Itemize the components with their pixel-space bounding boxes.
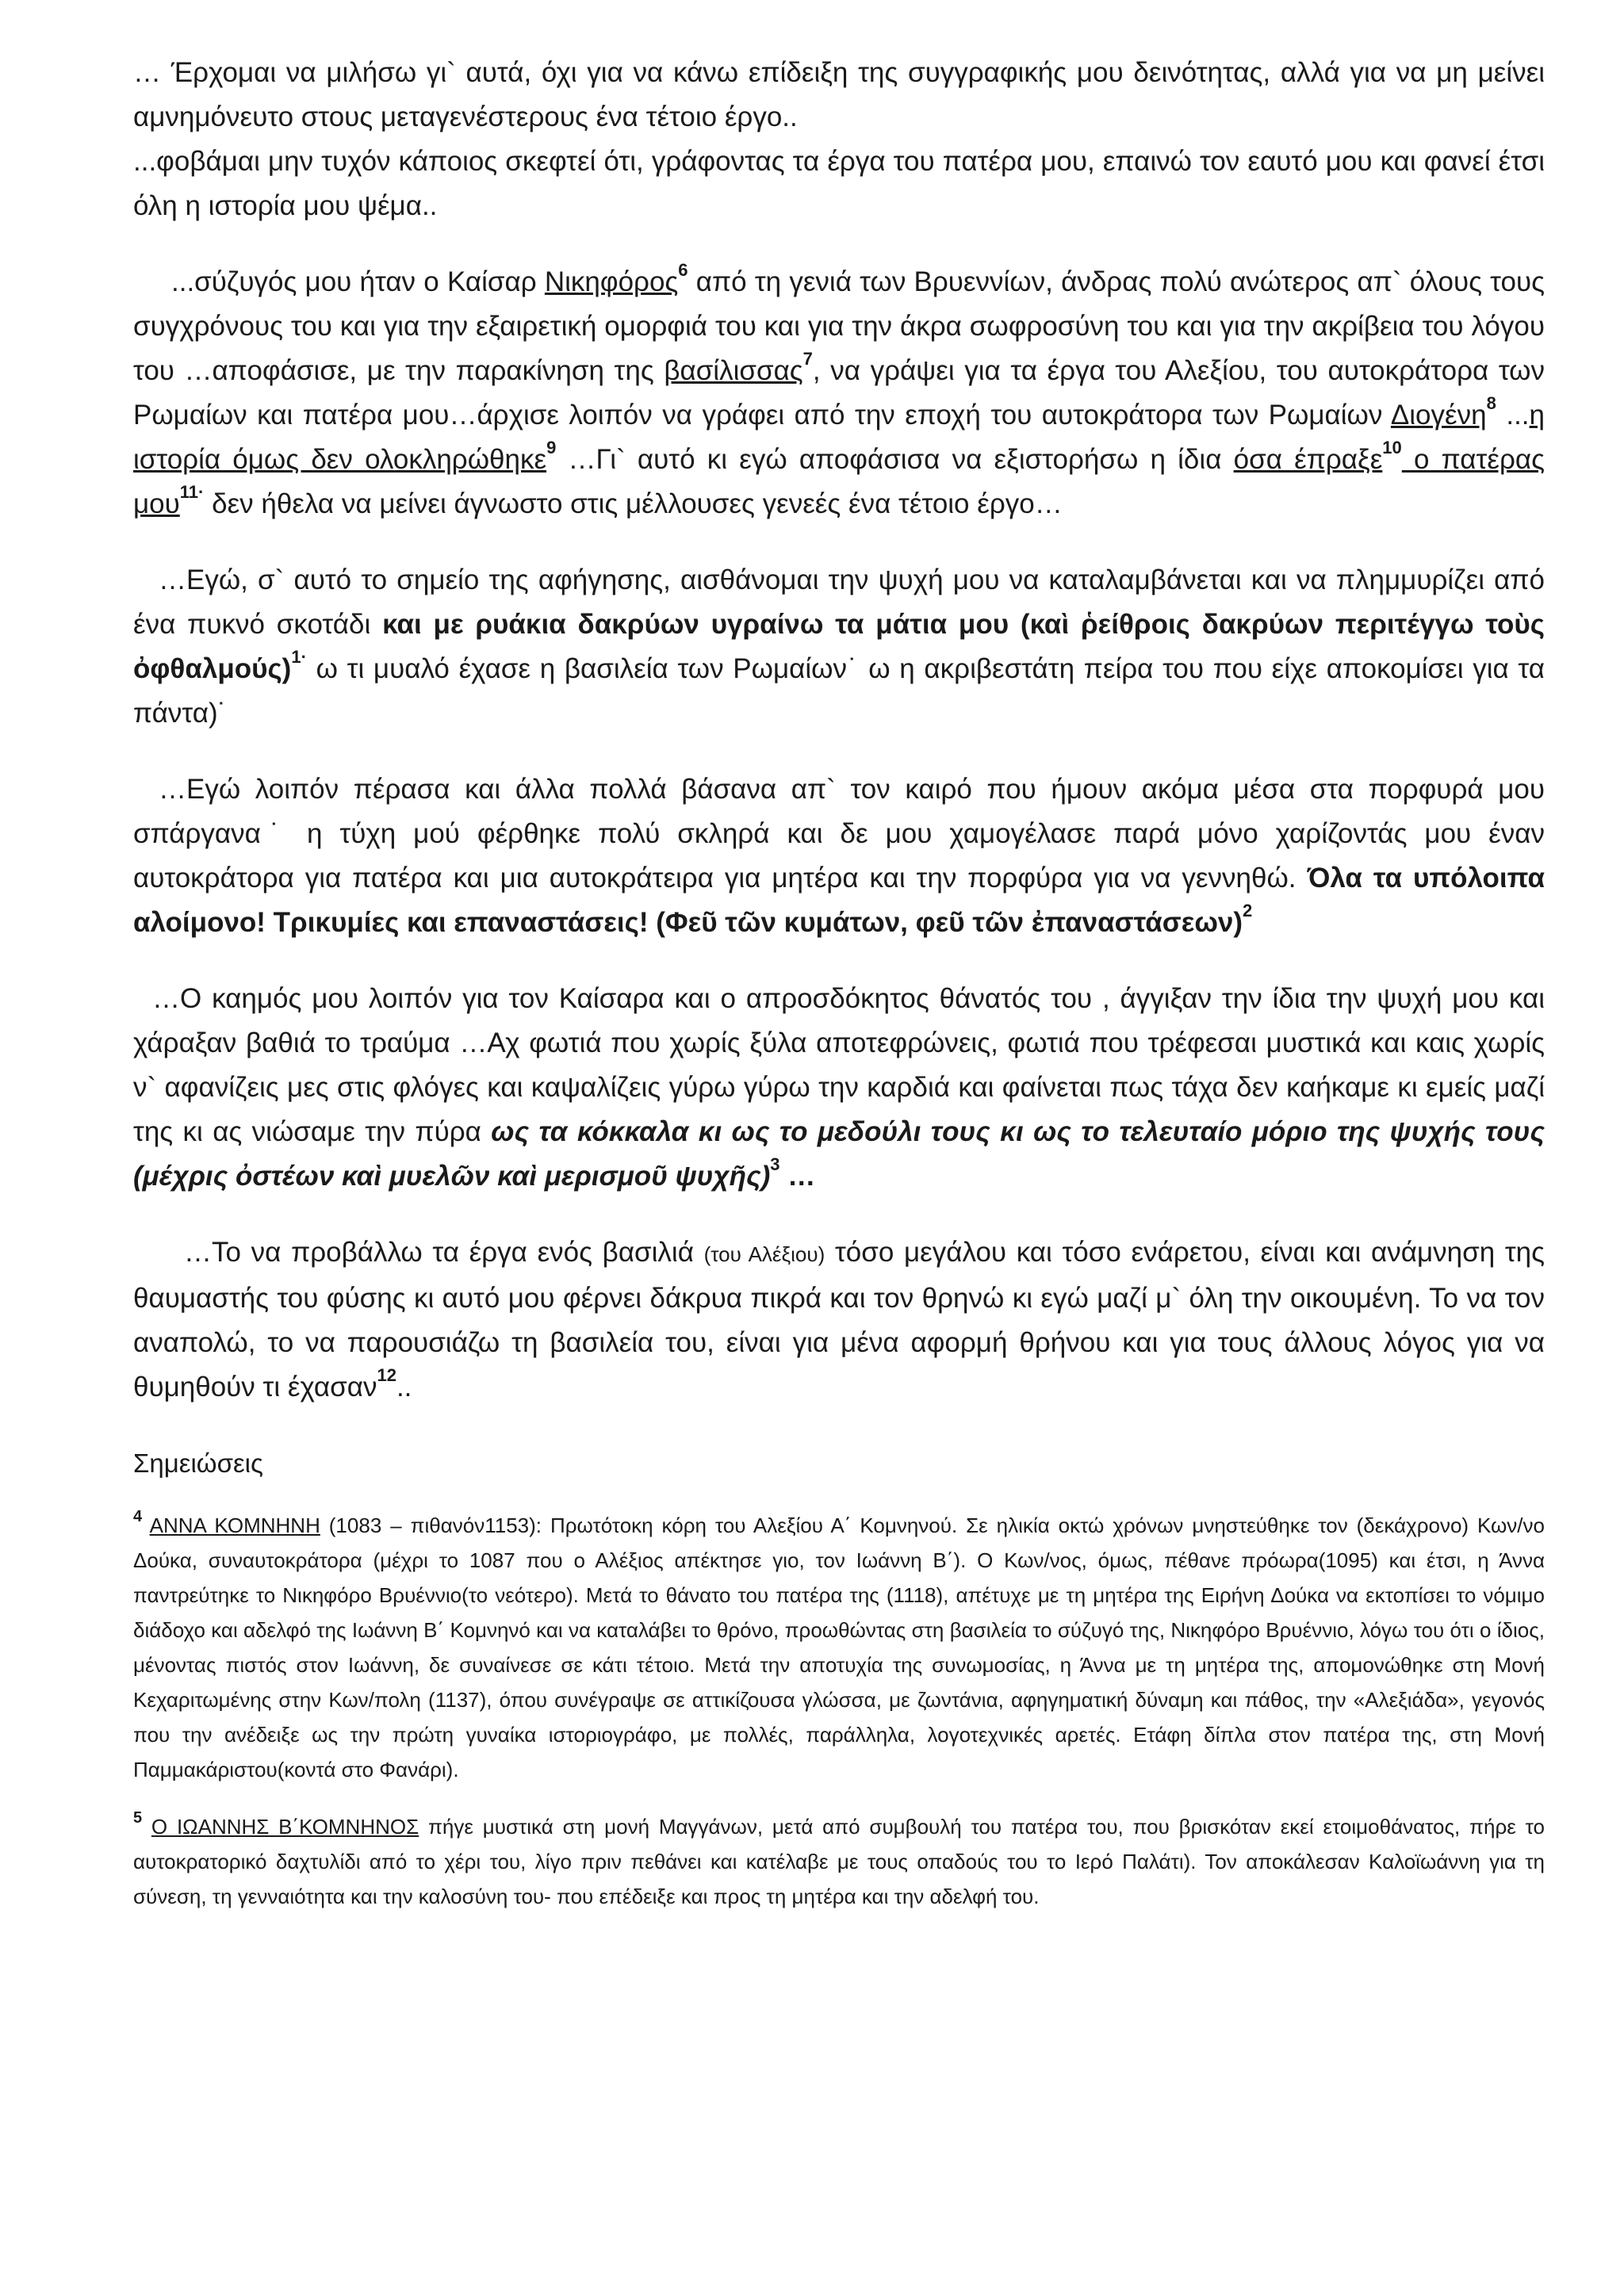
- bold-ellipsis: …: [779, 1161, 816, 1192]
- underlined-term-basilissa: βασίλισσας: [664, 355, 803, 386]
- paragraph-alexios: [133, 1230, 1545, 1410]
- underlined-term-nikephoros: Νικηφόρος: [544, 266, 679, 297]
- paragraph-intro-2: ...φοβάμαι μην τυχόν κάποιος σκεφτεί ότι, γράφοντας τα έργα του πατέρα μου, επαινώ τον εαυτό μου και φανεί έτσι όλη η ιστορία μου ψέμα..: [133, 146, 1545, 221]
- notes-heading: Σημειώσεις: [133, 1448, 263, 1478]
- text-run: …Το να προβάλλω τα έργα ενός βασιλιά: [184, 1237, 704, 1268]
- document-page: [133, 51, 1545, 1914]
- footnote-number-5: 5: [133, 1809, 143, 1827]
- footnote-ref-9: 9: [546, 438, 557, 458]
- spacer: [133, 1199, 1545, 1230]
- footnote-ref-12: 12: [377, 1365, 396, 1386]
- footnote-text: πήγε μυστικά στη μονή Μαγγάνων, μετά από συμβουλή του πατέρα του, που βρισκόταν εκεί ετοιμοθάνατος, πήρε το αυτοκρατορικό δαχτυλίδι από το χέρι του, λίγο πριν πεθάνει και κατέλαβε με τους οπαδούς του το Ιερό Παλάτι). Τον αποκάλεσαν Καλοϊωάννη για τη σύνεση, τη γενναιότητα και την καλοσύνη του- που επέδειξε και προς τη μητέρα και την αδελφή του.: [133, 1815, 1545, 1908]
- footnote-ref-10: 10: [1382, 438, 1402, 458]
- paragraph-intro-1: … Έρχομαι να μιλήσω γι` αυτά, όχι για να κάνω επίδειξη της συγγραφικής μου δεινότητας, αλλά για να μη μείνει αμνημόνευτο στους μεταγενέστερους ένα τέτοιο έργο..: [133, 57, 1545, 132]
- footnote-number-4: 4: [133, 1508, 143, 1526]
- footnote-ref-3: 3: [770, 1154, 780, 1175]
- paragraph-nikephoros: [133, 260, 1545, 526]
- footnote-name-anna: ΑΝΝΑ ΚΟΜΝΗΝΗ: [149, 1513, 320, 1537]
- text-run: από τη γενιά των Βρυεννίων, άνδρας πολύ ανώτερος απ` όλους τους συγχρόνους του και για την εξαιρετική ομορφιά του και για την άκρα σωφροσύνη του και για την ακρίβεια του λόγου του …αποφάσισε, με την παρακίνηση της: [133, 266, 1545, 386]
- underlined-history-unfinished: η ιστορία όμως δεν ολοκληρώθηκε: [133, 400, 1545, 475]
- footnote-ref-7: 7: [802, 349, 813, 369]
- text-run: …Εγώ λοιπόν πέρασα και άλλα πολλά βάσανα απ` τον καιρό που ήμουν ακόμα μέσα στα πορφυρά μου σπάργανα˙ η τύχη μού φέρθηκε πολύ σκληρά και δε μου χαμογέλασε παρά μόνο χαρίζοντάς μου έναν αυτοκράτορα για πατέρα και μια αυτοκράτειρα για μητέρα και την πορφύρα για να γεννηθώ.: [133, 774, 1545, 894]
- bold-quote-storms: Όλα τα υπόλοιπα αλοίμονο! Τρικυμίες και επαναστάσεις! (Φεῦ τῶν κυμάτων, φεῦ τῶν ἐπαναστάσεων): [133, 863, 1545, 938]
- paragraph-caesar: [133, 977, 1545, 1199]
- footnote-ref-2: 2: [1243, 901, 1253, 921]
- text-run: …Εγώ, σ` αυτό το σημείο της αφήγησης, αισθάνομαι την ψυχή μου να καταλαμβάνεται και να πλημμυρίζει από ένα πυκνό σκοτάδι: [133, 564, 1545, 640]
- text-run: ω τι μυαλό έχασε η βασιλεία των Ρωμαίων˙ ω η ακριβεστάτη πείρα του που είχε αποκομίσει για τα πάντα)˙: [133, 653, 1545, 729]
- footnote-text: (1083 – πιθανόν1153): Πρωτότοκη κόρη του Αλεξίου Α΄ Κομνηνού. Σε ηλικία οκτώ χρόνων μνηστεύθηκε τον (δεκάχρονο) Κων/νο Δούκα, συναυτοκράτορα (μέχρι το 1087 που ο Αλέξιος απέκτησε γιο, τον Ιωάννη Β΄). Ο Κων/νος, όμως, πέθανε πρόωρα(1095) και έτσι, η Άννα παντρεύτηκε το Νικηφόρο Βρυέννιο(το νεότερο). Μετά το θάνατο του πατέρα της (1118), απέτυχε με τη μητέρα της Ειρήνη Δούκα να εκτοπίσει το νόμιμο διάδοχο και αδελφό της Ιωάννη Β΄ Κομνηνό και να καταλάβει το θρόνο, προωθώντας στη βασιλεία το σύζυγό της, Νικηφόρο Βρυέννιο, λόγω του ότι ο ίδιος, μένοντας πιστός στον Ιωάννη, δε συναίνεσε σε κάτι τέτοιο. Μετά την αποτυχία της συνωμοσίας, η Άννα με τη μητέρα της, απομονώθηκε στη Μονή Κεχαριτωμένης στην Κων/πολη (1137), όπου συνέγραψε σε αττικίζουσα γλώσσα, με ζωντάνια, αφηγηματική δύναμη και πάθος, την «Αλεξιάδα», γεγονός που την ανέδειξε ως την πρώτη γυναίκα ιστοριογράφο, με πολλές, παράλληλα, λογοτεχνικές αρετές. Ετάφη δίπλα στον πατέρα της, στη Μονή Παμμακάριστου(κοντά στο Φανάρι).: [133, 1513, 1545, 1781]
- footnote-ref-11: 11·: [179, 482, 205, 503]
- text-run: ...σύζυγός μου ήταν ο Καίσαρ: [171, 266, 545, 297]
- text-run: …Γι` αυτό κι εγώ αποφάσισα να εξιστορήσω η ίδια: [556, 444, 1234, 475]
- paragraph-purple: [133, 767, 1545, 945]
- bold-quote-tears: και με ρυάκια δακρύων υγραίνω τα μάτια μου (καὶ ῥείθροις δακρύων περιτέγγω τοὺς ὀφθαλμούς): [133, 609, 1545, 684]
- bold-italic-quote-bones: ως τα κόκκαλα κι ως το μεδούλι τους κι ως το τελευταίο μόριο της ψυχής τους (μέχρις ὀστέων καὶ μυελῶν καὶ μερισμοῦ ψυχῆς): [133, 1116, 1545, 1192]
- spacer: [133, 1486, 1545, 1508]
- footnote-name-ioannis: Ο ΙΩΑΝΝΗΣ Β΄ΚΟΜΝΗΝΟΣ: [151, 1815, 419, 1839]
- spacer: [133, 228, 1545, 260]
- spacer: [133, 945, 1545, 977]
- paragraph-darkness: [133, 558, 1545, 736]
- spacer: [133, 736, 1545, 767]
- spacer: [133, 1787, 1545, 1809]
- spacer: [133, 526, 1545, 558]
- footnote-4: [133, 1508, 1545, 1787]
- underlined-deeds: όσα έπραξε: [1233, 444, 1383, 475]
- text-run: , να γράψει για τα έργα του Αλεξίου, του αυτοκράτορα των Ρωμαίων και πατέρα μου…άρχισε λοιπόν να γράφει από την εποχή του αυτοκράτορα των Ρωμαίων: [133, 355, 1545, 430]
- footnote-ref-8: 8: [1486, 393, 1496, 414]
- text-run: δεν ήθελα να μείνει άγνωστο στις μέλλουσες γενεές ένα τέτοιο έργο…: [204, 488, 1063, 519]
- footnote-ref-1: 1·: [291, 647, 307, 668]
- underlined-father: ο πατέρας μου: [133, 444, 1545, 519]
- underlined-term-diogenes: Διογένη: [1390, 400, 1487, 430]
- text-run: ...: [1496, 400, 1530, 430]
- text-run: …Ο καημός μου λοιπόν για τον Καίσαρα και ο απροσδόκητος θάνατός του , άγγιξαν την ίδια την ψυχή μου και χάραξαν βαθιά το τραύμα …Αχ φωτιά που χωρίς ξύλα αποτεφρώνεις, φωτιά που τρέφεσαι μυστικά και καις χωρίς ν` αφανίζεις μες στις φλόγες και καψαλίζεις γύρω γύρω την καρδιά και φαίνεται πως τάχα δεν καήκαμε κι εμείς μαζί της κι ας νιώσαμε την πύρα: [133, 983, 1545, 1147]
- text-run: ..: [396, 1372, 412, 1402]
- small-aside-alexios: (του Αλέξιου): [703, 1242, 825, 1266]
- footnote-ref-6: 6: [678, 260, 688, 281]
- text-run: τόσο μεγάλου και τόσο ενάρετου, είναι και ανάμνηση της θαυμαστής του φύσης κι αυτό μου φέρνει δάκρυα πικρά και τον θρηνώ κι εγώ μαζί μ` όλη την οικουμένη. Το να τον αναπολώ, το να παρουσιάζω τη βασιλεία του, είναι για μένα αφορμή θρήνου και για τους άλλους λόγος για να θυμηθούν τι έχασαν: [133, 1237, 1545, 1402]
- footnote-5: [133, 1809, 1545, 1914]
